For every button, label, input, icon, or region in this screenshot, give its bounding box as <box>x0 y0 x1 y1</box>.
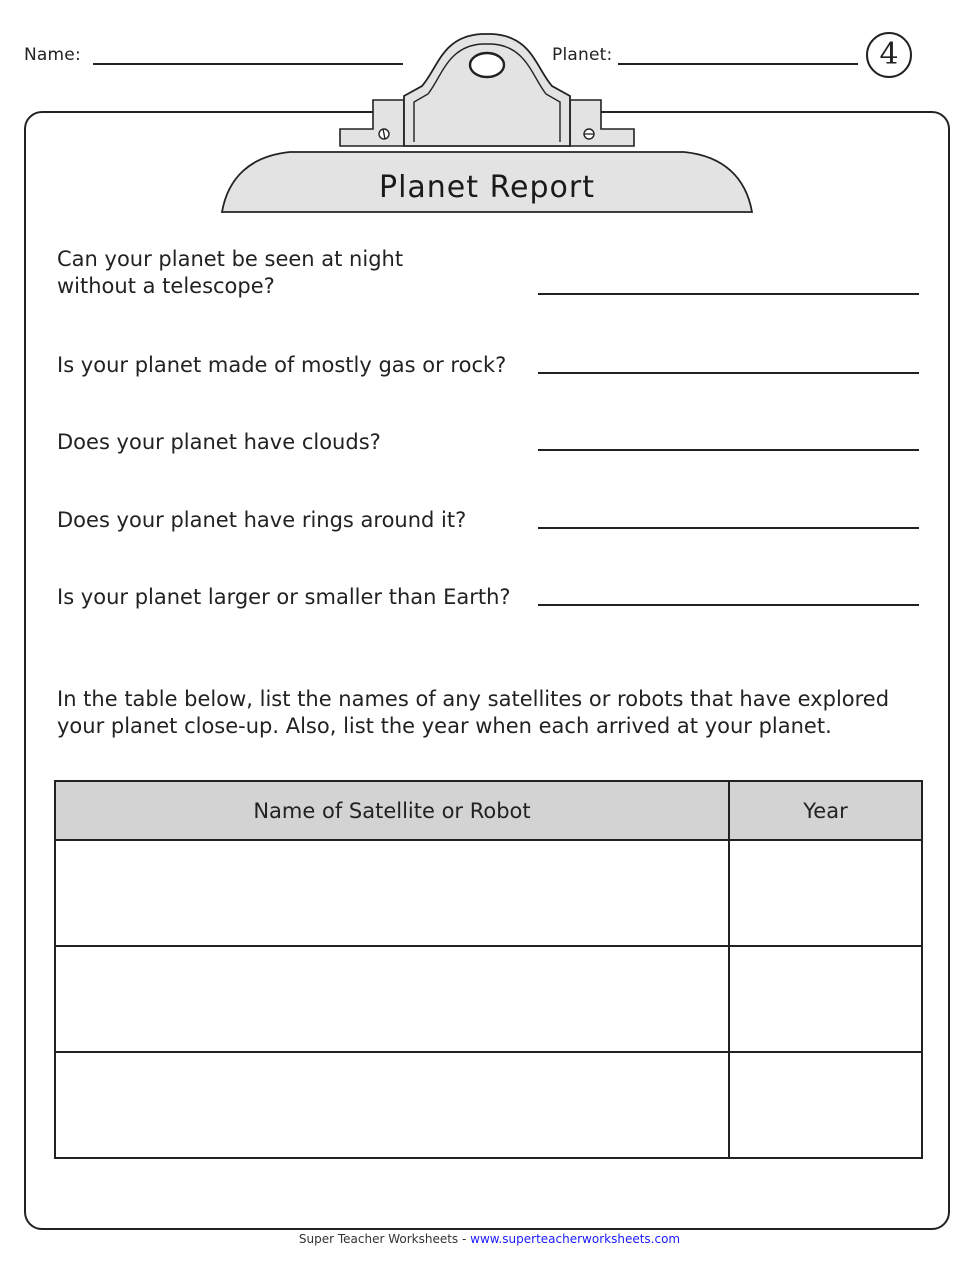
answer-line-4[interactable] <box>538 527 919 529</box>
table-row <box>55 946 922 1052</box>
answer-line-1[interactable] <box>538 293 919 295</box>
year-cell[interactable] <box>729 946 922 1052</box>
table-instructions <box>57 686 917 740</box>
question-1-line-2: without a telescope? <box>57 274 275 298</box>
question-1 <box>57 246 403 300</box>
question-5: Is your planet larger or smaller than Earth? <box>57 585 511 609</box>
name-label: Name: <box>24 45 81 65</box>
answer-line-3[interactable] <box>538 449 919 451</box>
satellite-name-cell[interactable] <box>55 1052 729 1158</box>
answer-line-5[interactable] <box>538 604 919 606</box>
instructions-line-1: In the table below, list the names of any satellites or robots that have explored <box>57 687 890 711</box>
footer-text: Super Teacher Worksheets - <box>298 1232 471 1246</box>
worksheet-title: Planet Report <box>378 170 596 205</box>
table-row <box>55 1052 922 1158</box>
question-2: Is your planet made of mostly gas or rock? <box>57 353 507 377</box>
satellite-name-cell[interactable] <box>55 946 729 1052</box>
instructions-line-2: your planet close-up. Also, list the year when each arrived at your planet. <box>57 714 832 738</box>
question-1-line-1: Can your planet be seen at night <box>57 247 404 271</box>
answer-line-2[interactable] <box>538 372 919 374</box>
footer <box>0 1231 979 1247</box>
table-header-row <box>55 781 922 840</box>
year-cell[interactable] <box>729 840 922 946</box>
question-4: Does your planet have rings around it? <box>57 508 467 532</box>
footer-link[interactable]: www.superteacherworksheets.com <box>470 1232 681 1246</box>
planet-label: Planet: <box>552 45 613 65</box>
question-3: Does your planet have clouds? <box>57 430 381 454</box>
header-year: Year <box>729 781 922 840</box>
table-row <box>55 840 922 946</box>
header-satellite-name: Name of Satellite or Robot <box>55 781 729 840</box>
year-cell[interactable] <box>729 1052 922 1158</box>
satellite-name-cell[interactable] <box>55 840 729 946</box>
satellite-table <box>54 780 923 1159</box>
page-number-badge: 4 <box>866 32 912 78</box>
